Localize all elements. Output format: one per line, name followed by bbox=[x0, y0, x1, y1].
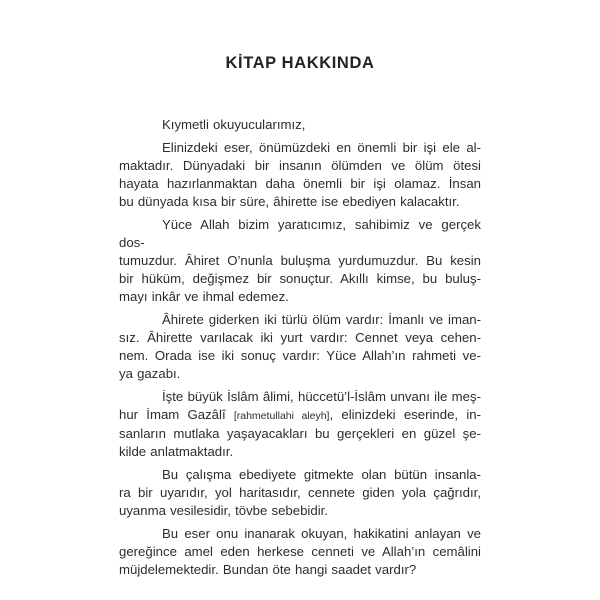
text-line: Yüce Allah bizim yaratıcımız, sahibimiz ve gerçek dos- bbox=[119, 217, 481, 250]
text-line: bir hüküm, değişmez bir sonuçtur. Akıllı kimse, bu buluş- bbox=[119, 271, 481, 286]
paragraph bbox=[119, 216, 481, 306]
text-line: hayata hazırlanmaktan daha önemli bir işi olamaz. İnsan bbox=[119, 176, 481, 191]
text-segment: , elinizdeki eserinde, in- bbox=[329, 407, 481, 422]
text-body bbox=[119, 116, 481, 584]
paragraph bbox=[119, 116, 481, 134]
text-line: İşte büyük İslâm âlimi, hüccetü’l-İslâm unvanı ile meş- bbox=[162, 389, 481, 404]
text-line: müjdelemektedir. Bundan öte hangi saadet vardır? bbox=[119, 562, 417, 577]
text-line: maktadır. Dünyadaki bir insanın ölümden ve ölüm ötesi bbox=[119, 158, 481, 173]
text-line: sız. Âhirette varılacak iki yurt vardır: Cennet veya cehen- bbox=[119, 330, 481, 345]
paragraph bbox=[119, 311, 481, 383]
text-line: gereğince amel eden herkese cenneti ve Allah’ın cemâlini bbox=[119, 544, 481, 559]
text-line: Kıymetli okuyucularımız, bbox=[162, 117, 306, 132]
text-line: mayı inkâr ve ihmal edemez. bbox=[119, 289, 289, 304]
text-line: tumuzdur. Âhiret O’nunla buluşma yurdumuzdur. Bu kesin bbox=[119, 253, 481, 268]
inline-note: [rahmetullahi aleyh] bbox=[233, 410, 330, 422]
paragraph bbox=[119, 139, 481, 211]
text-line: sanların mutlaka yaşayacakları bu gerçekleri en güzel şe- bbox=[119, 426, 481, 441]
text-line: kilde anlatmaktadır. bbox=[119, 444, 234, 459]
text-line: Elinizdeki eser, önümüzdeki en önemli bir işi ele al- bbox=[162, 140, 481, 155]
text-segment: hur İmam Gazâlî bbox=[119, 407, 234, 422]
text-line: Âhirete giderken iki türlü ölüm vardır: İmanlı ve iman- bbox=[162, 312, 481, 327]
text-line: Bu çalışma ebediyete gitmekte olan bütün insanla- bbox=[162, 467, 481, 482]
text-line: ra bir uyarıdır, yol haritasıdır, cennete giden yola çağrıdır, bbox=[119, 485, 481, 500]
paragraph bbox=[119, 525, 481, 579]
text-line: bu dünyada kısa bir süre, âhirette ise ebediyen kalacaktır. bbox=[119, 194, 460, 209]
paragraph bbox=[119, 466, 481, 520]
text-line: nem. Orada ise iki sonuç vardır: Yüce Allah’ın rahmeti ve- bbox=[119, 348, 481, 363]
text-line: uyanma vesilesidir, tövbe sebebidir. bbox=[119, 503, 328, 518]
paragraph bbox=[119, 388, 481, 461]
text-line bbox=[119, 406, 481, 425]
text-line: ya gazabı. bbox=[119, 366, 181, 381]
page-title: KİTAP HAKKINDA bbox=[225, 54, 375, 72]
text-line: Bu eser onu inanarak okuyan, hakikatini anlayan ve bbox=[162, 526, 481, 541]
